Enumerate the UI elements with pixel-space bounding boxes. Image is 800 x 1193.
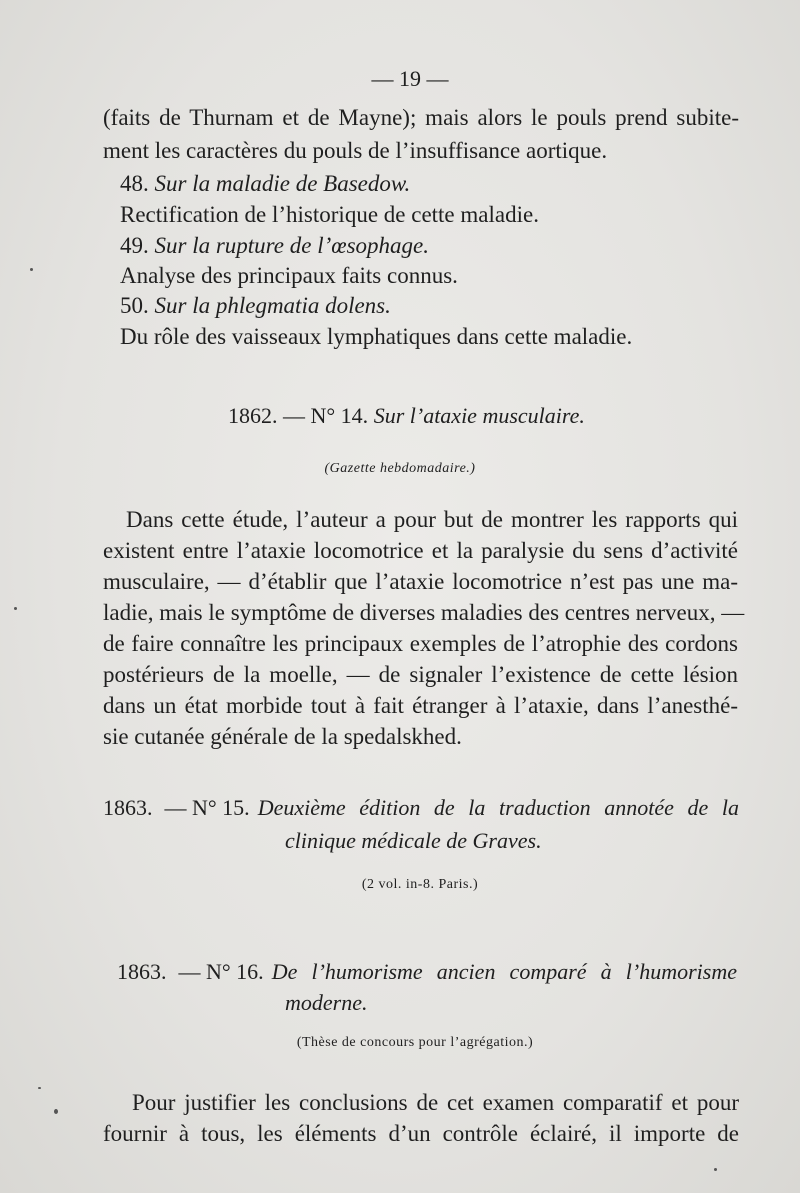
entry-15-number: — N° 15. <box>164 795 250 820</box>
paper-speck <box>30 268 33 271</box>
entry-14-line-6: postérieurs de la moelle, — de signaler l’existence de cette lésion <box>103 662 738 687</box>
continuation-line-1: (faits de Thurnam et de Mayne); mais alors le pouls prend subite- <box>103 105 739 130</box>
entry-16-line-1: Pour justifier les conclusions de cet examen comparatif et pour <box>132 1090 739 1115</box>
entry-14-line-7: dans un état morbide tout à fait étranger à l’ataxie, dans l’anesthé- <box>103 693 738 718</box>
entry-15-note: (2 vol. in-8. Paris.) <box>361 877 479 892</box>
item-50-title: Sur la phlegmatia dolens. <box>154 293 391 318</box>
entry-14-source: (Gazette hebdomadaire.) <box>324 461 476 476</box>
entry-14-line-5: de faire connaître les principaux exemples de l’atrophie des cordons <box>103 631 738 656</box>
entry-14-number: — N° 14. <box>283 403 369 428</box>
paper-speck <box>714 1168 717 1171</box>
item-48-title: Sur la maladie de Basedow. <box>154 171 411 196</box>
entry-14-line-3: musculaire, — d’établir que l’ataxie locomotrice n’est pas une ma- <box>103 569 738 594</box>
entry-16-heading <box>117 961 737 983</box>
paper-speck <box>14 607 17 610</box>
entry-14-heading <box>228 405 585 427</box>
item-48-text: Rectification de l’historique de cette maladie. <box>120 202 539 227</box>
item-49-number: 49. <box>120 233 149 258</box>
page-number: — 19 — <box>371 66 449 91</box>
item-49-title: Sur la rupture de l’œsophage. <box>154 233 429 258</box>
item-48-heading <box>120 172 410 195</box>
item-50-text: Du rôle des vaisseaux lymphatiques dans cette maladie. <box>120 324 633 349</box>
item-49-text: Analyse des principaux faits connus. <box>120 263 458 288</box>
entry-15-year: 1863. <box>103 795 153 820</box>
entry-16-number: — N° 16. <box>178 959 264 984</box>
entry-16-note: (Thèse de concours pour l’agrégation.) <box>296 1035 534 1050</box>
continuation-line-2: ment les caractères du pouls de l’insuffisance aortique. <box>103 138 608 163</box>
entry-16-year: 1863. <box>117 959 167 984</box>
item-48-number: 48. <box>120 171 149 196</box>
entry-16-title-line-1: De l’humorisme ancien comparé à l’humorisme <box>271 959 737 984</box>
entry-15-title-line-1: Deuxième édition de la traduction annotée de la <box>257 795 739 820</box>
entry-14-line-2: existent entre l’ataxie locomotrice et la paralysie du sens d’activité <box>103 538 738 563</box>
entry-16-line-2: fournir à tous, les éléments d’un contrôle éclairé, il importe de <box>103 1121 739 1146</box>
entry-14-line-1: Dans cette étude, l’auteur a pour but de montrer les rapports qui <box>126 507 738 532</box>
paper-speck <box>38 1087 41 1089</box>
entry-15-title-line-2: clinique médicale de Graves. <box>285 828 542 853</box>
paper-speck <box>54 1109 58 1114</box>
item-50-heading <box>120 294 391 317</box>
item-50-number: 50. <box>120 293 149 318</box>
entry-16-title-line-2: moderne. <box>285 990 368 1015</box>
item-49-heading <box>120 234 429 257</box>
entry-15-heading <box>103 797 739 819</box>
entry-14-title: Sur l’ataxie musculaire. <box>373 403 585 428</box>
entry-14-line-8: sie cutanée générale de la spedalskhed. <box>103 724 462 749</box>
entry-14-year: 1862. <box>228 403 278 428</box>
entry-14-line-4: ladie, mais le symptôme de diverses maladies des centres nerveux, — <box>103 600 745 625</box>
